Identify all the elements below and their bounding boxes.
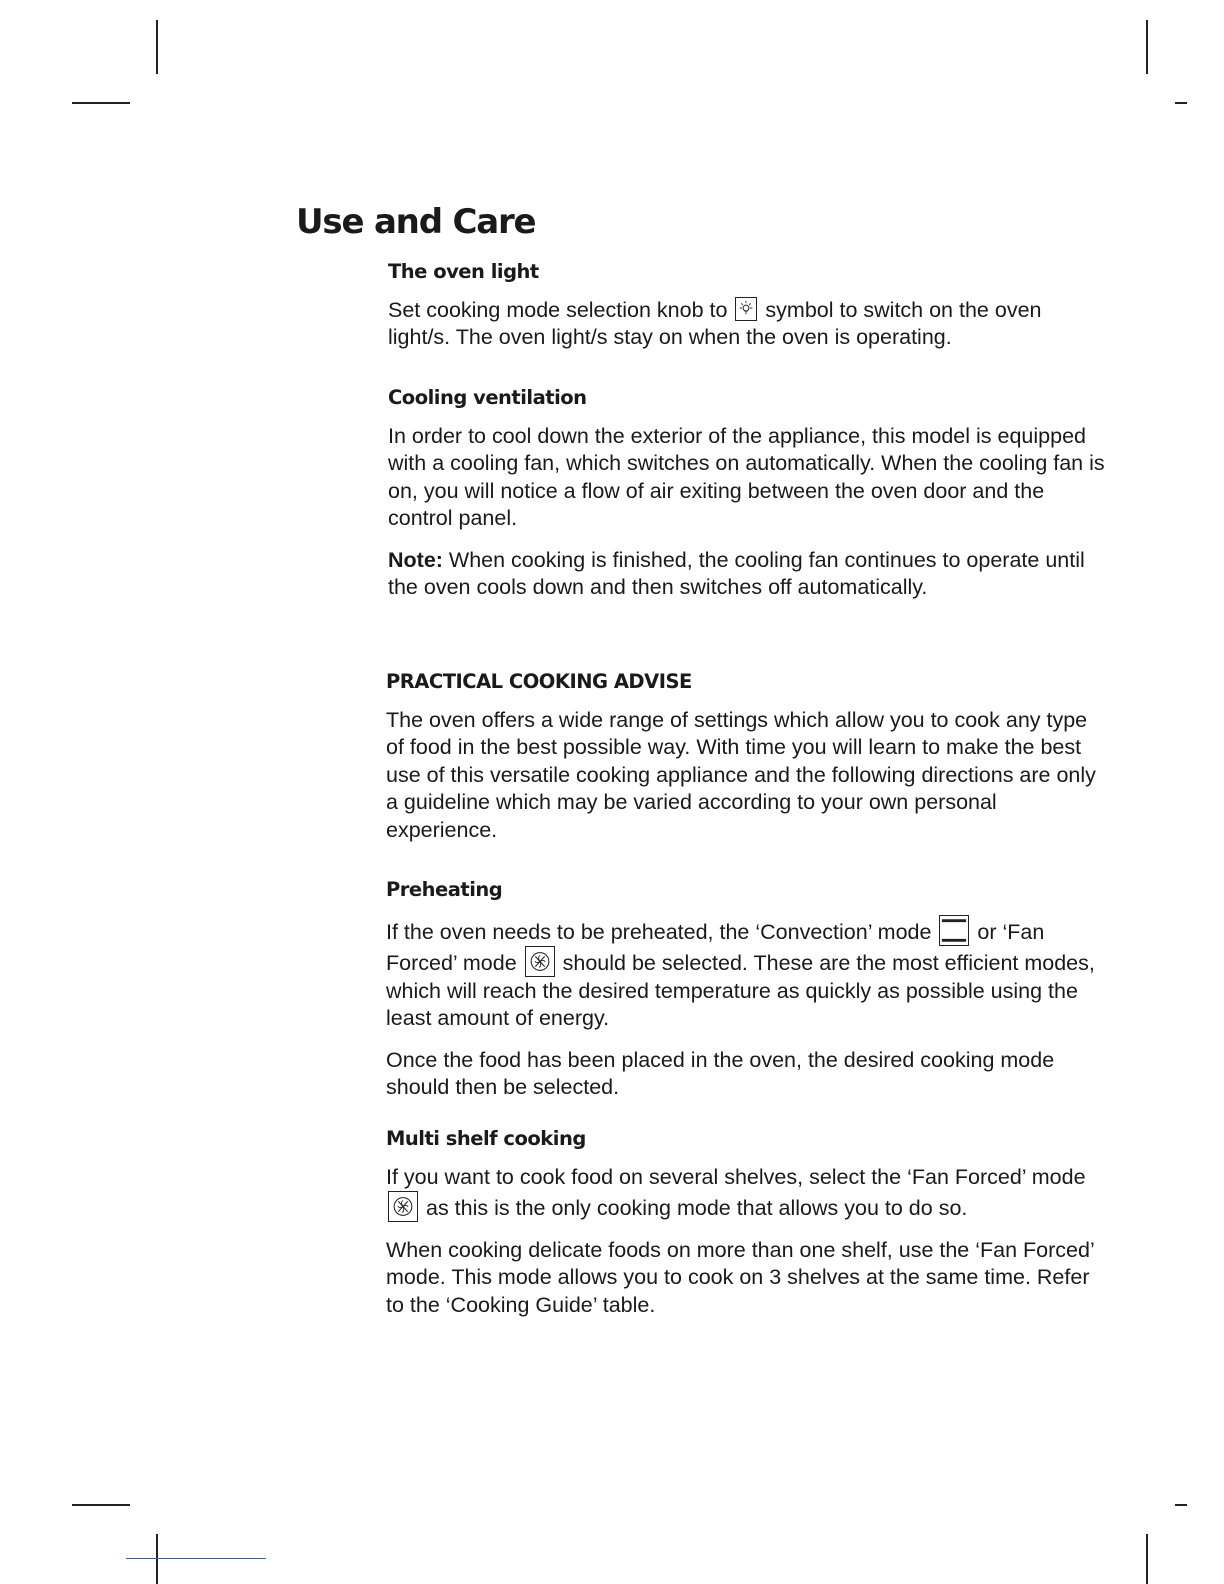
crop-mark (1146, 1534, 1148, 1584)
section-preheating (386, 878, 1106, 1115)
text-span: as this is the only cooking mode that allows you to do so. (425, 1196, 968, 1221)
fan-forced-mode-icon (388, 1191, 418, 1222)
text-span: should be selected. These are the most efficient modes, which will reach the desired temperature as quickly as possible using the least amount of energy. (386, 951, 1095, 1031)
text-span: Set cooking mode selection knob to (388, 298, 728, 322)
oven-light-icon (735, 297, 757, 321)
paragraph: In order to cool down the exterior of the appliance, this model is equipped with a cooling fan, which switches on automatically. When the cooling fan is on, you will notice a flow of air exiting between the oven door and the control panel. (388, 424, 1105, 531)
note-paragraph (388, 547, 1108, 602)
crop-mark (1175, 102, 1187, 104)
crop-mark (1175, 1504, 1187, 1506)
section-heading: Preheating (386, 878, 503, 901)
paragraph: The oven offers a wide range of settings which allow you to cook any type of food in the best possible way. With time you will learn to make the best use of this versatile cooking appliance and the following directions are only a guideline which may be varied according to your own personal experience. (386, 708, 1096, 842)
crop-mark (1146, 20, 1148, 74)
section-practical-cooking (386, 670, 1106, 858)
text-span: oven light/s. The oven light/s stay on when the oven is operating. (388, 298, 1042, 350)
text-span: symbol to switch on the (765, 298, 989, 322)
text-span: If you want to cook food on several shelves, select the ‘Fan Forced’ (386, 1165, 1026, 1189)
crop-mark (156, 20, 158, 74)
crop-mark (72, 1504, 130, 1506)
paragraph (386, 1164, 1106, 1223)
section-oven-light (388, 260, 1108, 366)
section-heading: Multi shelf cooking (386, 1127, 586, 1150)
text-span: or (977, 920, 997, 944)
fan-forced-mode-icon (525, 946, 555, 977)
text-span: ‘Fan Forced’ mode (386, 920, 1045, 976)
crop-mark (72, 102, 130, 104)
text-span: mode (1031, 1165, 1086, 1189)
page-title: Use and Care (296, 202, 536, 242)
note-label: Note: (388, 547, 443, 572)
convection-mode-icon (939, 915, 969, 946)
section-heading: Cooling ventilation (388, 386, 587, 409)
paragraph: When cooking delicate foods on more than one shelf, use the ‘Fan Forced’ mode. This mode allows you to cook on 3 shelves at the same time. Refer to the ‘Cooking Guide’ table. (386, 1237, 1094, 1317)
paragraph: Once the food has been placed in the oven, the desired cooking mode should then be selected. (386, 1047, 1055, 1100)
text-span: If the oven needs to be preheated, the ‘Convection’ mode (386, 920, 932, 944)
section-cooling-ventilation (388, 386, 1108, 615)
crop-mark (126, 1558, 266, 1559)
paragraph (388, 297, 1108, 352)
section-heading: The oven light (388, 260, 539, 283)
paragraph (386, 915, 1106, 1033)
note-text: When cooking is finished, the cooling fan continues to operate until the oven cools down and then switches off automatically. (388, 547, 1085, 600)
section-heading: PRACTICAL COOKING ADVISE (386, 670, 692, 693)
section-multi-shelf (386, 1127, 1106, 1333)
